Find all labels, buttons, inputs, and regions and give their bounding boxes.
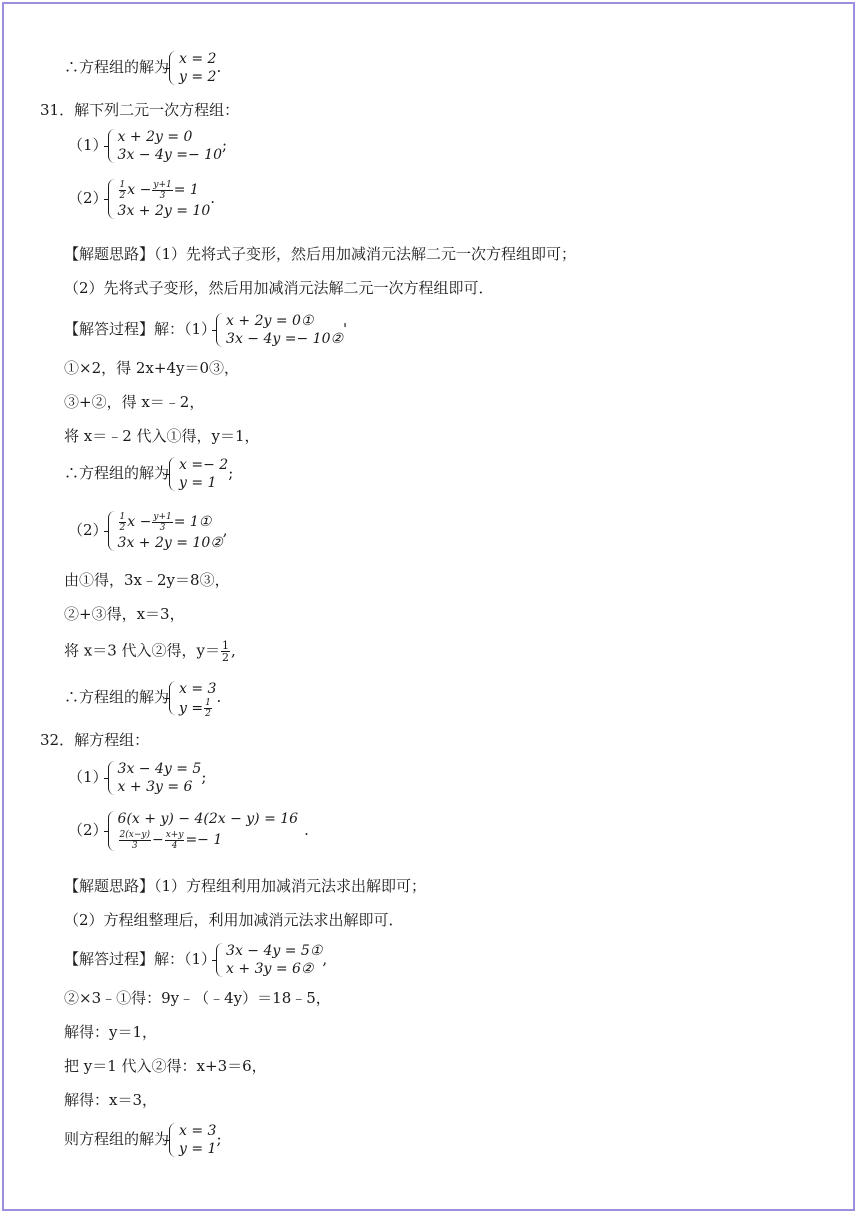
question-31-part-2	[68, 178, 215, 220]
step-line: ③+②，得 x＝﹣2，	[64, 393, 205, 411]
equation-system	[108, 510, 223, 552]
question-31-title: 31．解下列二元一次方程组：	[40, 101, 240, 119]
part-label: （2）	[68, 821, 108, 839]
solution-text: ∴方程组的解为	[64, 688, 170, 706]
equation: x =− 2	[179, 457, 229, 473]
equation: x + 2y = 0	[117, 129, 193, 145]
equation-system	[169, 456, 228, 492]
punctuation: .	[216, 688, 222, 706]
part-label: （2）	[68, 189, 108, 207]
equation-system	[108, 178, 211, 220]
process-31-2	[68, 510, 228, 552]
punctuation: .	[210, 189, 216, 207]
punctuation: .	[216, 58, 222, 76]
fraction: $\frac{1}{2}$	[222, 639, 230, 664]
solution-line	[64, 1122, 222, 1158]
fraction: $\frac{y+1}{3}$	[153, 511, 172, 533]
equation: 6(x + y) − 4(2x − y) = 16	[117, 811, 299, 827]
page-frame	[2, 2, 855, 1211]
question-32-part-1	[68, 760, 206, 796]
process-32-1	[64, 942, 327, 978]
fraction: $\frac{1}{2}$	[119, 179, 126, 201]
step-line: ①×2，得 2x+4y＝0③，	[64, 359, 240, 377]
solution-text: ∴方程组的解为	[64, 58, 170, 76]
solution-line	[64, 680, 222, 719]
punctuation: ;	[201, 768, 207, 786]
step-line: 将 x＝﹣2 代入①得，y＝1，	[64, 427, 260, 445]
punctuation: ,	[222, 521, 228, 539]
equation: x = 3	[179, 681, 217, 697]
equation-system	[108, 760, 202, 796]
equation: y = 1	[179, 475, 217, 491]
equation: 3x + 2y = 10	[117, 203, 211, 219]
solution-text: ∴方程组的解为	[64, 464, 170, 482]
equation-system	[169, 1122, 216, 1158]
step-line: ②+③得，x＝3，	[64, 605, 185, 623]
step-line: 把 y＝1 代入②得：x+3＝6，	[64, 1057, 267, 1075]
question-32-part-2	[68, 810, 309, 852]
punctuation: ;	[216, 1130, 222, 1148]
punctuation: ;	[228, 464, 234, 482]
process-31-1	[64, 312, 347, 348]
fraction: $\frac{2(x-y)}{3}$	[119, 829, 150, 851]
question-32-title: 32．解方程组：	[40, 731, 150, 749]
step-line: 由①得，3x﹣2y＝8③，	[64, 571, 230, 589]
equation: 3x − 4y =− 10	[117, 147, 222, 163]
equation: $\frac{1}{2}$ x − $\frac{y+1}{3}$ = 1①	[119, 511, 212, 533]
hint-32-1: 【解题思路】（1）方程组利用加减消元法求出解即可；	[64, 877, 427, 895]
equation: $\frac{1}{2}$ x − $\frac{y+1}{3}$ = 1	[119, 179, 199, 201]
step-line: 解得：x＝3，	[64, 1091, 158, 1109]
process-label: 【解答过程】解：（1）	[64, 320, 217, 338]
process-label: 【解答过程】解：（1）	[64, 950, 217, 968]
fraction: $\frac{x+y}{4}$	[165, 829, 184, 851]
fraction: $\frac{1}{2}$	[205, 698, 211, 719]
equation-system	[216, 942, 322, 978]
equation: y = $\frac{1}{2}$	[179, 698, 211, 719]
step-line: 解得：y＝1，	[64, 1023, 158, 1041]
fraction: $\frac{1}{2}$	[119, 511, 126, 533]
hint-31-1: 【解题思路】（1）先将式子变形，然后用加减消元法解二元一次方程组即可；	[64, 245, 577, 263]
part-label: （1）	[68, 768, 108, 786]
equation: x + 3y = 6	[117, 779, 193, 795]
equation: x = 2	[179, 51, 217, 67]
equation-system	[216, 312, 343, 348]
punctuation: '	[343, 320, 348, 338]
punctuation: ,	[322, 950, 328, 968]
equation: 3x + 2y = 10②	[117, 535, 223, 551]
equation: x + 3y = 6②	[226, 961, 314, 977]
solution-line-prev	[64, 50, 221, 86]
equation: 3x − 4y = 5①	[226, 943, 323, 959]
hint-31-2: （2）先将式子变形，然后用加减消元法解二元一次方程组即可．	[64, 279, 494, 297]
punctuation: .	[304, 821, 309, 839]
equation: y = 2	[179, 69, 217, 85]
solution-text: 则方程组的解为	[64, 1130, 170, 1148]
solution-line	[64, 456, 233, 492]
equation-system	[108, 810, 299, 852]
step-line: ②×3﹣①得：9y﹣（﹣4y）＝18﹣5，	[64, 989, 331, 1007]
equation: y = 1	[179, 1141, 217, 1157]
hint-32-2: （2）方程组整理后，利用加减消元法求出解即可．	[64, 911, 404, 929]
equation-system	[169, 680, 217, 719]
equation: x = 3	[179, 1123, 217, 1139]
step-line: 将 x＝3 代入②得，y＝ $\frac{1}{2}$ ,	[64, 639, 236, 664]
equation: 3x − 4y = 5	[117, 761, 202, 777]
equation-system	[108, 128, 222, 164]
part-label: （2）	[68, 521, 108, 539]
question-31-part-1	[68, 128, 227, 164]
equation: $\frac{2(x-y)}{3}$ − $\frac{x+y}{4}$ =− 1	[119, 829, 223, 851]
fraction: $\frac{y+1}{3}$	[153, 179, 172, 201]
part-label: （1）	[68, 136, 108, 154]
punctuation: ;	[221, 136, 228, 154]
equation: 3x − 4y =− 10②	[226, 331, 344, 347]
equation-system	[169, 50, 216, 86]
equation: x + 2y = 0①	[226, 313, 314, 329]
